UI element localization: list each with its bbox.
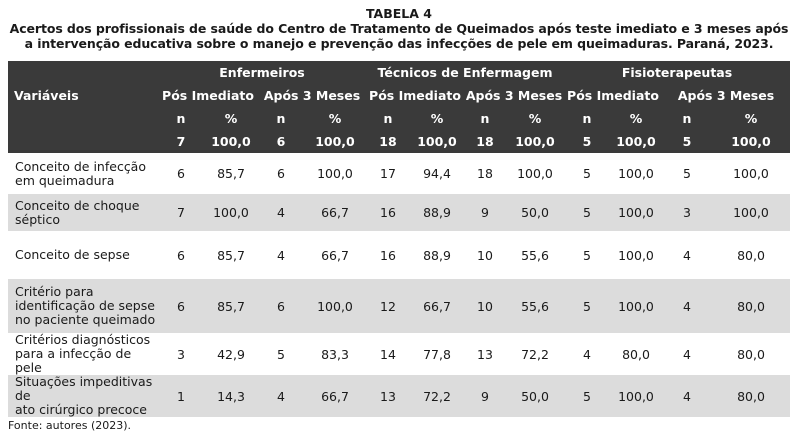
percent-cell: 85,7 [217,247,245,263]
count-cell: 4 [683,247,691,263]
total-cell: 100,0 [616,134,656,149]
percent-cell: 88,9 [423,247,451,263]
count-cell: 5 [583,205,591,220]
header-pos-imediato: Pós Imediato [162,88,254,103]
header-pct: % [430,111,444,126]
total-cell: 100,0 [315,134,355,149]
table-row [8,194,790,231]
header-pct: % [744,111,758,126]
count-cell: 3 [177,346,185,362]
count-cell: 4 [277,205,285,220]
percent-cell: 100,0 [618,166,654,181]
count-cell: 4 [277,247,285,263]
row-label [8,231,158,279]
percent-cell: 100,0 [317,166,353,181]
row-label-line: Critério para [15,284,94,299]
percent-cell: 72,2 [423,388,451,404]
percent-cell: 50,0 [521,205,549,220]
count-cell: 5 [583,388,591,404]
count-cell: 13 [477,346,493,362]
count-cell: 10 [477,298,493,314]
header-pos-imediato: Pós Imediato [369,88,461,103]
header-pct: % [224,111,238,126]
row-label-line: identificação de sepse [15,298,155,313]
percent-cell: 80,0 [737,346,765,362]
percent-cell: 66,7 [321,247,349,263]
percent-cell: 94,4 [423,166,451,181]
table-row [8,375,790,417]
count-cell: 4 [683,388,691,404]
header-n: n [176,111,186,126]
total-cell: 100,0 [417,134,457,149]
percent-cell: 50,0 [521,388,549,404]
header-n: n [383,111,393,126]
header-n: n [582,111,592,126]
row-label-line: ato cirúrgico precoce [15,402,147,417]
count-cell: 12 [380,298,396,314]
count-cell: 17 [380,166,396,181]
percent-cell: 66,7 [321,388,349,404]
row-label [8,279,158,333]
row-label-line: Situações impeditivas de [15,374,153,403]
row-label-line: Critérios diagnósticos [15,332,151,347]
row-label-line: séptico [15,211,61,227]
row-label-line: para a infecção de pele [15,346,132,375]
total-cell: 100,0 [731,134,771,149]
header-n: n [682,111,692,126]
table-header [8,61,790,153]
count-cell: 3 [683,205,691,220]
header-row-groups [8,61,790,84]
source-note: Fonte: autores (2023). [8,419,132,432]
header-variaveis: Variáveis [14,88,79,103]
row-label-line: em queimadura [15,172,115,188]
percent-cell: 100,0 [213,205,249,220]
percent-cell: 66,7 [321,205,349,220]
percent-cell: 72,2 [521,346,549,362]
table-row [8,279,790,333]
count-cell: 6 [277,298,285,314]
count-cell: 9 [481,205,489,220]
table-title: TABELA 4 [366,6,432,21]
percent-cell: 100,0 [517,166,553,181]
percent-cell: 77,8 [423,346,451,362]
count-cell: 9 [481,388,489,404]
row-label [8,375,158,417]
table-row [8,231,790,279]
percent-cell: 100,0 [733,166,769,181]
header-empty [8,130,158,153]
percent-cell: 80,0 [737,298,765,314]
count-cell: 16 [380,247,396,263]
row-label [8,194,158,231]
count-cell: 6 [277,166,285,181]
header-pos-imediato: Pós Imediato [567,88,659,103]
table-row [8,333,790,375]
percent-cell: 14,3 [217,388,245,404]
percent-cell: 55,6 [521,247,549,263]
header-apos-3-meses: Após 3 Meses [465,88,563,103]
row-label-line: Conceito de infecção [15,158,146,174]
total-cell: 7 [176,134,186,149]
count-cell: 6 [177,298,185,314]
count-cell: 1 [177,388,185,404]
percent-cell: 100,0 [618,247,654,263]
percent-cell: 88,9 [423,205,451,220]
header-group-enfermeiros: Enfermeiros [219,65,305,80]
count-cell: 5 [583,298,591,314]
header-n: n [276,111,286,126]
percent-cell: 80,0 [737,247,765,263]
total-cell: 5 [582,134,592,149]
count-cell: 5 [583,166,591,181]
total-cell: 18 [379,134,397,149]
count-cell: 5 [583,247,591,263]
row-label-line: Conceito de choque [15,197,140,213]
total-cell: 100,0 [211,134,251,149]
percent-cell: 55,6 [521,298,549,314]
percent-cell: 80,0 [737,388,765,404]
header-apos-3-meses: Após 3 Meses [677,88,775,103]
total-cell: 6 [276,134,286,149]
header-n: n [480,111,490,126]
row-label [8,333,158,375]
percent-cell: 85,7 [217,298,245,314]
count-cell: 6 [177,247,185,263]
row-label [8,153,158,194]
header-apos-3-meses: Após 3 Meses [263,88,361,103]
percent-cell: 100,0 [618,298,654,314]
header-pct: % [328,111,342,126]
table-row [8,153,790,194]
table-body [8,153,790,417]
count-cell: 5 [683,166,691,181]
total-cell: 18 [476,134,494,149]
row-label-line: Conceito de sepse [15,247,130,262]
count-cell: 18 [477,166,493,181]
total-cell: 5 [682,134,692,149]
percent-cell: 83,3 [321,346,349,362]
count-cell: 10 [477,247,493,263]
header-pct: % [629,111,643,126]
count-cell: 7 [177,205,185,220]
count-cell: 6 [177,166,185,181]
percent-cell: 80,0 [622,346,650,362]
percent-cell: 66,7 [423,298,451,314]
percent-cell: 100,0 [618,388,654,404]
table-caption: Acertos dos profissionais de saúde do Centro de Tratamento de Queimados após teste imediato e 3 meses após a intervenção educativa sobre o manejo e prevenção das infecções de pele em queimaduras. Paraná, 2023. [9,21,789,51]
total-cell: 100,0 [515,134,555,149]
count-cell: 4 [583,346,591,362]
percent-cell: 100,0 [733,205,769,220]
count-cell: 14 [380,346,396,362]
count-cell: 4 [277,388,285,404]
header-row-totals [8,130,790,153]
percent-cell: 42,9 [217,346,245,362]
count-cell: 4 [683,298,691,314]
percent-cell: 100,0 [317,298,353,314]
header-group-fisioterapeutas: Fisioterapeutas [621,65,733,80]
header-group-tecnicos: Técnicos de Enfermagem [377,65,553,80]
results-table [8,61,790,417]
header-pct: % [528,111,542,126]
percent-cell: 85,7 [217,166,245,181]
count-cell: 4 [683,346,691,362]
percent-cell: 100,0 [618,205,654,220]
count-cell: 5 [277,346,285,362]
row-label-line: no paciente queimado [15,312,156,327]
count-cell: 13 [380,388,396,404]
count-cell: 16 [380,205,396,220]
